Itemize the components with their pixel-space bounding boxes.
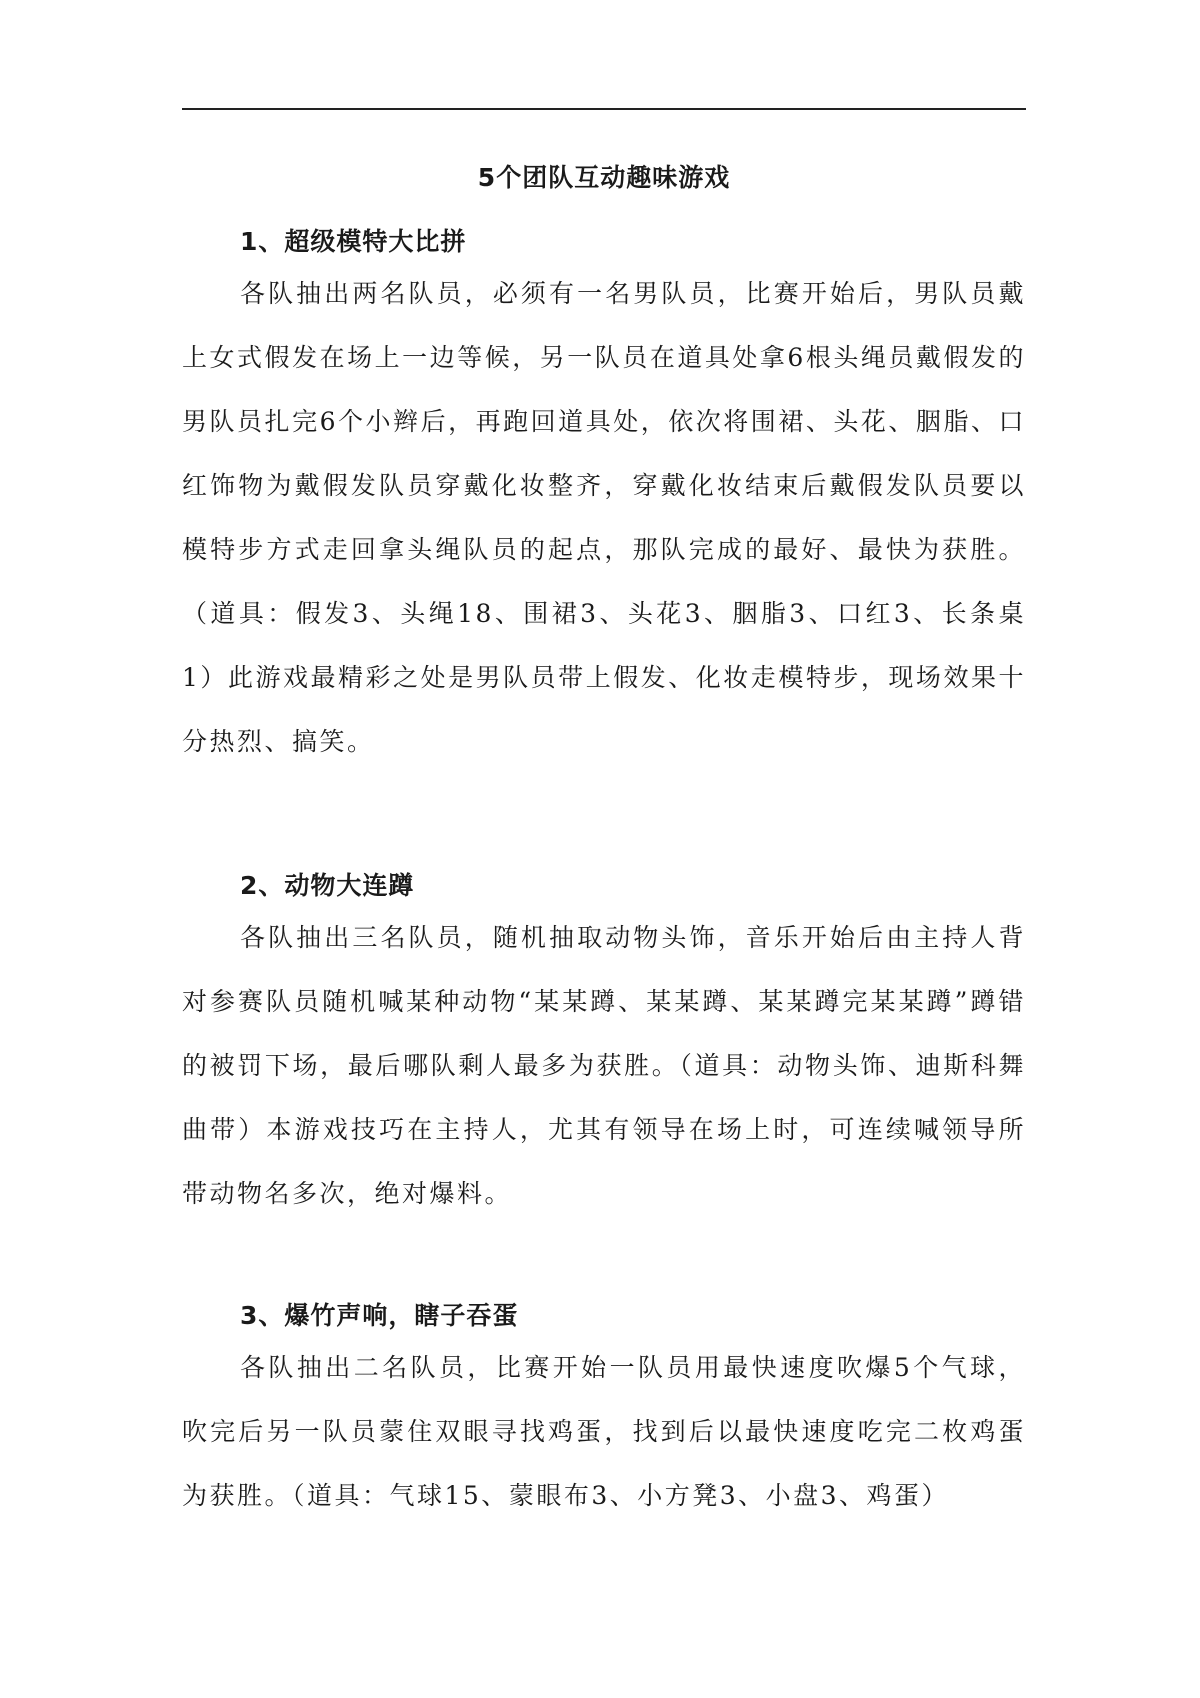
header-rule <box>182 108 1026 110</box>
section-heading-3: 3、爆竹声响，瞎子吞蛋 <box>240 1301 519 1330</box>
document-title: 5个团队互动趣味游戏 <box>477 163 731 192</box>
section-heading-2: 2、动物大连蹲 <box>240 871 415 900</box>
section-body-3: 各队抽出二名队员，比赛开始一队员用最快速度吹爆5个气球，吹完后另一队员蒙住双眼寻找鸡蛋，找到后以最快速度吃完二枚鸡蛋为获胜。（道具：气球15、蒙眼布3、小方凳3、小盘3、鸡蛋） <box>182 1353 1026 1510</box>
section-body-1: 各队抽出两名队员，必须有一名男队员，比赛开始后，男队员戴上女式假发在场上一边等候，另一队员在道具处拿6根头绳员戴假发的男队员扎完6个小辫后，再跑回道具处，依次将围裙、头花、胭脂、口红饰物为戴假发队员穿戴化妆整齐，穿戴化妆结束后戴假发队员要以模特步方式走回拿头绳队员的起点，那队完成的最好、最快为获胜。（道具：假发3、头绳18、围裙3、头花3、胭脂3、口红3、长条桌1）此游戏最精彩之处是男队员带上假发、化妆走模特步，现场效果十分热烈、搞笑。 <box>182 279 1026 756</box>
section-body-2: 各队抽出三名队员，随机抽取动物头饰，音乐开始后由主持人背对参赛队员随机喊某种动物“某某蹲、某某蹲、某某蹲完某某蹲”蹲错的被罚下场，最后哪队剩人最多为获胜。（道具：动物头饰、迪斯科舞曲带）本游戏技巧在主持人，尤其有领导在场上时，可连续喊领导所带动物名多次，绝对爆料。 <box>182 923 1026 1208</box>
section-heading-1: 1、超级模特大比拼 <box>240 227 467 256</box>
